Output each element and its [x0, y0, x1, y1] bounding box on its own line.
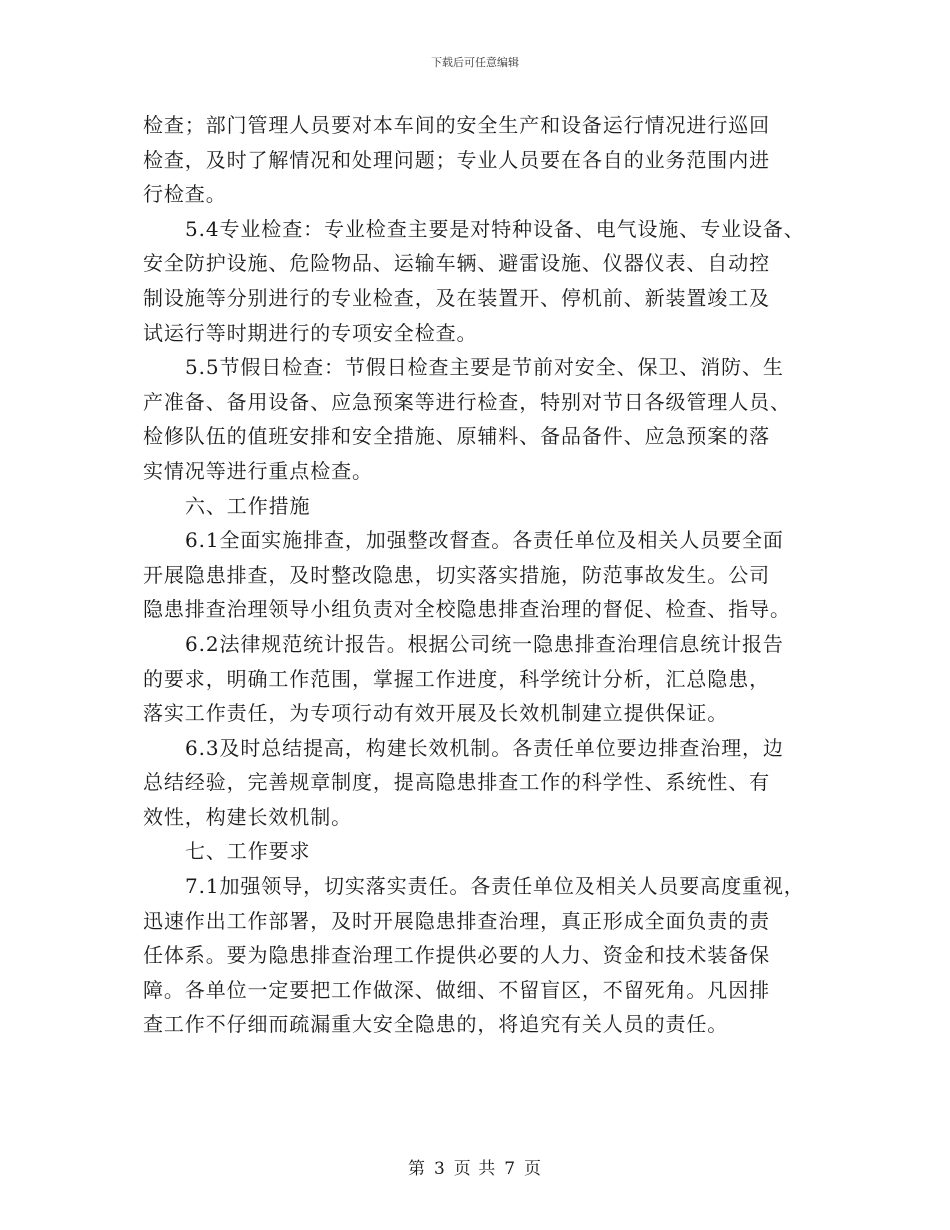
text-line: 5.4专业检查：专业检查主要是对特种设备、电气设施、专业设备、	[185, 216, 805, 241]
text-line: 七、工作要求	[185, 839, 311, 864]
text-line: 6.1全面实施排查，加强整改督查。各责任单位及相关人员要全面	[185, 528, 784, 553]
document-body	[143, 108, 823, 1042]
footer-prefix: 第	[407, 1159, 426, 1179]
text-line: 迅速作出工作部署，及时开展隐患排查治理，真正形成全面负责的责	[143, 908, 770, 933]
text-line: 总结经验，完善规章制度，提高隐患排查工作的科学性、系统性、有	[143, 770, 770, 795]
footer-mid: 页 共	[453, 1159, 497, 1179]
footer-page-number: 3	[433, 1159, 446, 1179]
text-line: 查工作不仔细而疏漏重大安全隐患的，将追究有关人员的责任。	[143, 1012, 729, 1037]
text-line: 制设施等分别进行的专业检查，及在装置开、停机前、新装置竣工及	[143, 285, 770, 310]
text-line: 安全防护设施、危险物品、运输车辆、避雷设施、仪器仪表、自动控	[143, 251, 770, 276]
text-line: 检修队伍的值班安排和安全措施、原辅料、备品备件、应急预案的落	[143, 424, 770, 449]
text-line: 六、工作措施	[185, 493, 311, 518]
page-footer	[0, 1154, 950, 1179]
text-line: 7.1加强领导，切实落实责任。各责任单位及相关人员要高度重视，	[185, 874, 805, 899]
text-line: 实情况等进行重点检查。	[143, 458, 373, 483]
text-line: 落实工作责任，为专项行动有效开展及长效机制建立提供保证。	[143, 701, 729, 726]
text-line: 产准备、备用设备、应急预案等进行检查，特别对节日各级管理人员、	[143, 389, 791, 414]
text-line: 障。各单位一定要把工作做深、做细、不留盲区，不留死角。凡因排	[143, 977, 770, 1002]
text-line: 任体系。要为隐患排查治理工作提供必要的人力、资金和技术装备保	[143, 943, 770, 968]
text-line: 检查，及时了解情况和处理问题；专业人员要在各自的业务范围内进	[143, 147, 770, 172]
text-line: 行检查。	[143, 182, 227, 207]
text-line: 效性，构建长效机制。	[143, 804, 352, 829]
text-line: 隐患排查治理领导小组负责对全校隐患排查治理的督促、检查、指导。	[143, 597, 791, 622]
footer-suffix: 页	[524, 1159, 543, 1179]
footer-total-pages: 7	[504, 1159, 517, 1179]
text-line: 试运行等时期进行的专项安全检查。	[143, 320, 478, 345]
text-line: 的要求，明确工作范围，掌握工作进度，科学统计分析，汇总隐患，	[143, 666, 770, 691]
text-line: 6.2法律规范统计报告。根据公司统一隐患排查治理信息统计报告	[185, 631, 784, 656]
text-line: 检查；部门管理人员要对本车间的安全生产和设备运行情况进行巡回	[143, 113, 770, 137]
page-header: 下载后可任意编辑	[431, 56, 519, 69]
text-line: 5.5节假日检查：节假日检查主要是节前对安全、保卫、消防、生	[185, 355, 784, 380]
text-line: 开展隐患排查，及时整改隐患，切实落实措施，防范事故发生。公司	[143, 562, 770, 587]
text-line: 6.3及时总结提高，构建长效机制。各责任单位要边排查治理，边	[185, 735, 784, 760]
